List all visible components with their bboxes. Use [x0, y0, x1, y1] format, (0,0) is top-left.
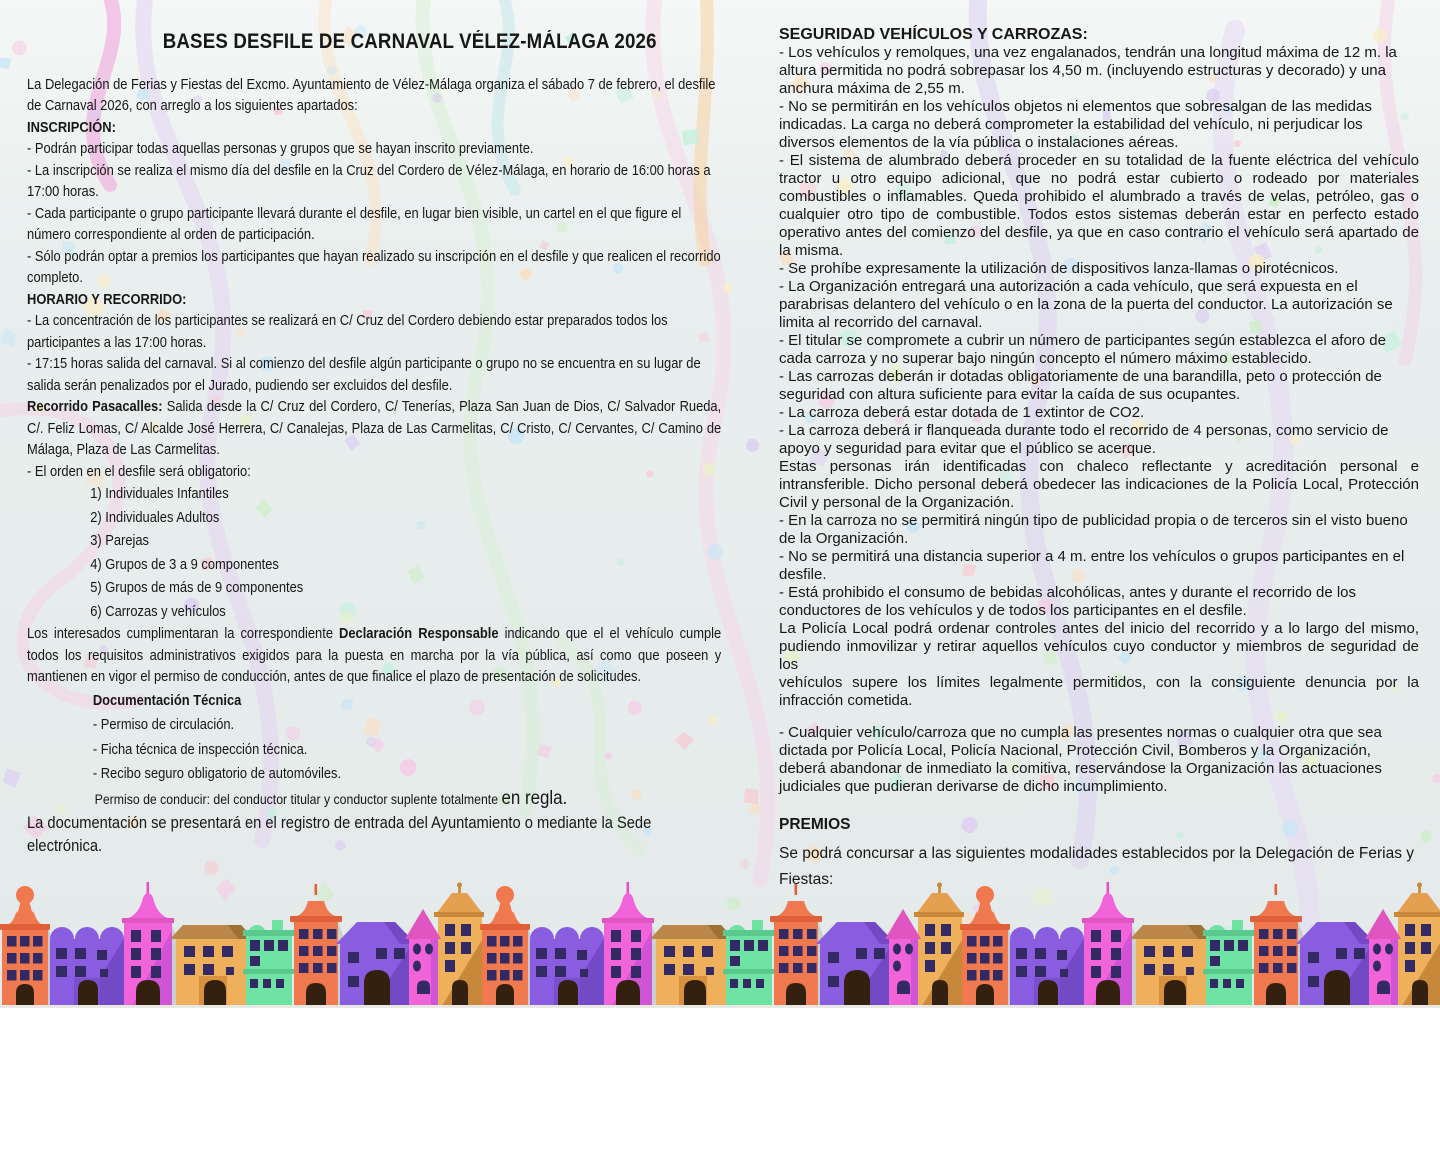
orden-list-item: 2) Individuales Adultos	[90, 509, 220, 526]
paragraph: - La carroza deberá estar dotada de 1 extintor de CO2.	[779, 404, 1145, 421]
orden-list-item: 4) Grupos de 3 a 9 componentes	[90, 556, 279, 573]
inscripcion-heading: INSCRIPCIÓN:	[27, 119, 116, 136]
permiso-text: Permiso de conducir: del conductor titular y conductor suplente totalmente	[94, 791, 502, 807]
orden-list-item: 3) Parejas	[90, 533, 150, 549]
paragraph: - El sistema de alumbrado deberá proceder en su totalidad de la fuente eléctrica del vehículo tractor u otro equipo adicional, que no podrá estar cubierto o rodeado por materiales combustibles o inflamables. Queda prohibido el alumbrado a través de velas, petróleo, gas o cualquier otro tipo de combustible. Todos estos sistemas deberán estar en perfecto estado operativo antes del comienzo del desfile, ya que en caso contrario el vehículo será apartado de la misma.	[779, 152, 1419, 259]
horario-item: - 17:15 horas salida del carnaval. Si al comienzo del desfile algún participante o grupo no se encuentra en su lugar de salida serán penalizados por el Jurado, pudiendo ser excluidos del desfile.	[27, 356, 701, 394]
interesados-paragraph	[27, 624, 721, 689]
orden-list-item: 6) Carrozas y vehículos	[90, 603, 226, 620]
paragraph: vehículos supere los límites legalmente permitidos, con la consiguiente denuncia por la infracción cometida.	[779, 674, 1419, 709]
permiso-conducir-line	[95, 787, 722, 813]
interesados-post: indicando que el el vehículo cumple todos los requisitos administrativos exigidos para la puesta en marcha por la vía pública, así como que poseen y mantienen en vigor el permiso de conducción, antes de que finalice el plazo de presentación de solicitudes.	[27, 626, 722, 685]
doc-item: - Ficha técnica de inspección técnica.	[92, 741, 308, 758]
recorrido-label: Recorrido Pasacalles:	[27, 399, 163, 415]
interesados-pre: Los interesados cumplimentaran la correspondiente	[27, 626, 340, 642]
recorrido-paragraph	[27, 397, 721, 462]
paragraph: - Los vehículos y remolques, una vez engalanados, tendrán una longitud máxima de 12 m. la altura permitida no podrá sobrepasar los 4,50 m. (incluyendo estructuras y decorado) y una anchura máxima de 2,55 m.	[779, 44, 1397, 97]
page-title: BASES DESFILE DE CARNAVAL VÉLEZ-MÁLAGA 2026	[162, 30, 657, 53]
horario-item: - La concentración de los participantes se realizará en C/ Cruz del Cordero debiendo estar preparados todos los participantes a las 17:00 horas.	[27, 313, 668, 351]
paragraph: La Policía Local podrá ordenar controles antes del inicio del recorrido y a lo largo del mismo, pudiendo inmovilizar y retirar aquellos vehículos cuyo conductor y miembros de seguridad de los	[779, 620, 1419, 673]
left-column	[27, 27, 721, 858]
inscripcion-item: - Cada participante o grupo participante llevará durante el desfile, en lugar bien visible, un cartel en el que figure el número correspondiente al orden de participación.	[27, 205, 682, 243]
doc-item: - Recibo seguro obligatorio de automóviles.	[92, 766, 342, 782]
paragraph: - En la carroza no se permitirá ningún tipo de publicidad propia o de terceros sin el visto bueno de la Organización.	[779, 512, 1408, 547]
paragraph: - Cualquier vehículo/carroza que no cumpla las presentes normas o cualquier otra que sea dictada por Policía Local, Policía Nacional, Protección Civil, Bomberos y la Organización, deberá abandonar de inmediato la comitiva, reservándose la Organización las actuaciones judiciales que pudieran derivarse de dicho incumplimiento.	[779, 724, 1382, 795]
premios-paragraph: Se podrá concursar a las siguientes modalidades establecidos por la Delegación de Ferias y Fiestas:	[779, 845, 1415, 888]
paragraph: - La carroza deberá ir flanqueada durante todo el recorrido de 4 personas, como servicio de apoyo y seguridad para evitar que el público se acerque.	[779, 422, 1389, 457]
doc-item: - Permiso de circulación.	[92, 717, 235, 733]
inscripcion-item: - Sólo podrán optar a premios los participantes que hayan realizado su inscripción en el desfile y que realicen el recorrido completo.	[27, 248, 721, 286]
orden-list-item: 5) Grupos de más de 9 componentes	[90, 580, 304, 596]
inscripcion-item: - La inscripción se realiza el mismo día del desfile en la Cruz del Cordero de Vélez-Málaga, en horario de 16:00 horas a 17:00 horas.	[27, 162, 711, 200]
en-regla-text: en regla.	[501, 787, 568, 809]
declaracion-responsable-label: Declaración Responsable	[339, 626, 499, 642]
premios-heading: PREMIOS	[779, 816, 851, 833]
paragraph: - La Organización entregará una autorización a cada vehículo, que será expuesta en el parabrisas delantero del vehículo o en la zona de la puerta del conductor. La autorización se limita al recorrido del carnaval.	[779, 278, 1393, 331]
paragraph: - Las carrozas deberán ir dotadas obligatoriamente de una barandilla, peto o protección de seguridad con altura suficiente para evitar la caída de sus ocupantes.	[779, 368, 1382, 403]
paragraph: - No se permitirán en los vehículos objetos ni elementos que sobresalgan de las medidas indicadas. La carga no deberá comprometer la estabilidad del vehículo, ni perjudicar los diversos elementos de la vía pública o instalaciones aéreas.	[779, 98, 1372, 151]
horario-heading: HORARIO Y RECORRIDO:	[27, 291, 187, 308]
inscripcion-item: - Podrán participar todas aquellas personas y grupos que se hayan inscrito previamente.	[27, 141, 534, 157]
right-column	[779, 26, 1419, 893]
paragraph: - No se permitirá una distancia superior a 4 m. entre los vehículos o grupos participantes en el desfile.	[779, 548, 1405, 583]
paragraph: Estas personas irán identificadas con chaleco reflectante y acreditación personal e intransferible. Dicho personal deberá obedecer las indicaciones de la Policía Local, Protección Civil y personal de la Organización.	[779, 458, 1419, 511]
documentacion-heading: Documentación Técnica	[92, 692, 242, 709]
seguridad-heading: SEGURIDAD VEHÍCULOS Y CARROZAS:	[779, 26, 1088, 43]
paragraph: - Está prohibido el consumo de bebidas alcohólicas, antes y durante el recorrido de los conductores de los vehículos y de todos los participantes en el desfile.	[779, 584, 1357, 619]
paragraph: - El titular se compromete a cubrir un número de participantes según establezca el aforo de cada carroza y no superar bajo ningún concepto el número máximo establecido.	[779, 332, 1386, 367]
intro-paragraph: La Delegación de Ferias y Fiestas del Excmo. Ayuntamiento de Vélez-Málaga organiza el sábado 7 de febrero, el desfile de Carnaval 2026, con arreglo a los siguientes apartados:	[27, 76, 716, 114]
recorrido-text: Salida desde la C/ Cruz del Cordero, C/ Tenerías, Plaza San Juan de Dios, C/ Salvador Rueda, C/. Feliz Lomas, C/ Alcalde José Herrera, C/ Canalejas, Plaza de Las Carmelitas, C/ Cristo, C/ Cervantes, C/ Camino de Málaga, Plaza de Las Carmelitas.	[27, 399, 722, 458]
orden-list-item: 1) Individuales Infantiles	[90, 486, 229, 502]
ground-line	[0, 1005, 1440, 1008]
orden-line: - El orden en el desfile será obligatorio:	[27, 463, 251, 480]
final-paragraph: La documentación se presentará en el registro de entrada del Ayuntamiento o mediante la Sede electrónica.	[27, 814, 652, 855]
paragraph: - Se prohíbe expresamente la utilización de dispositivos lanza-llamas o pirotécnicos.	[779, 260, 1339, 277]
buildings-illustration	[0, 882, 1440, 1006]
